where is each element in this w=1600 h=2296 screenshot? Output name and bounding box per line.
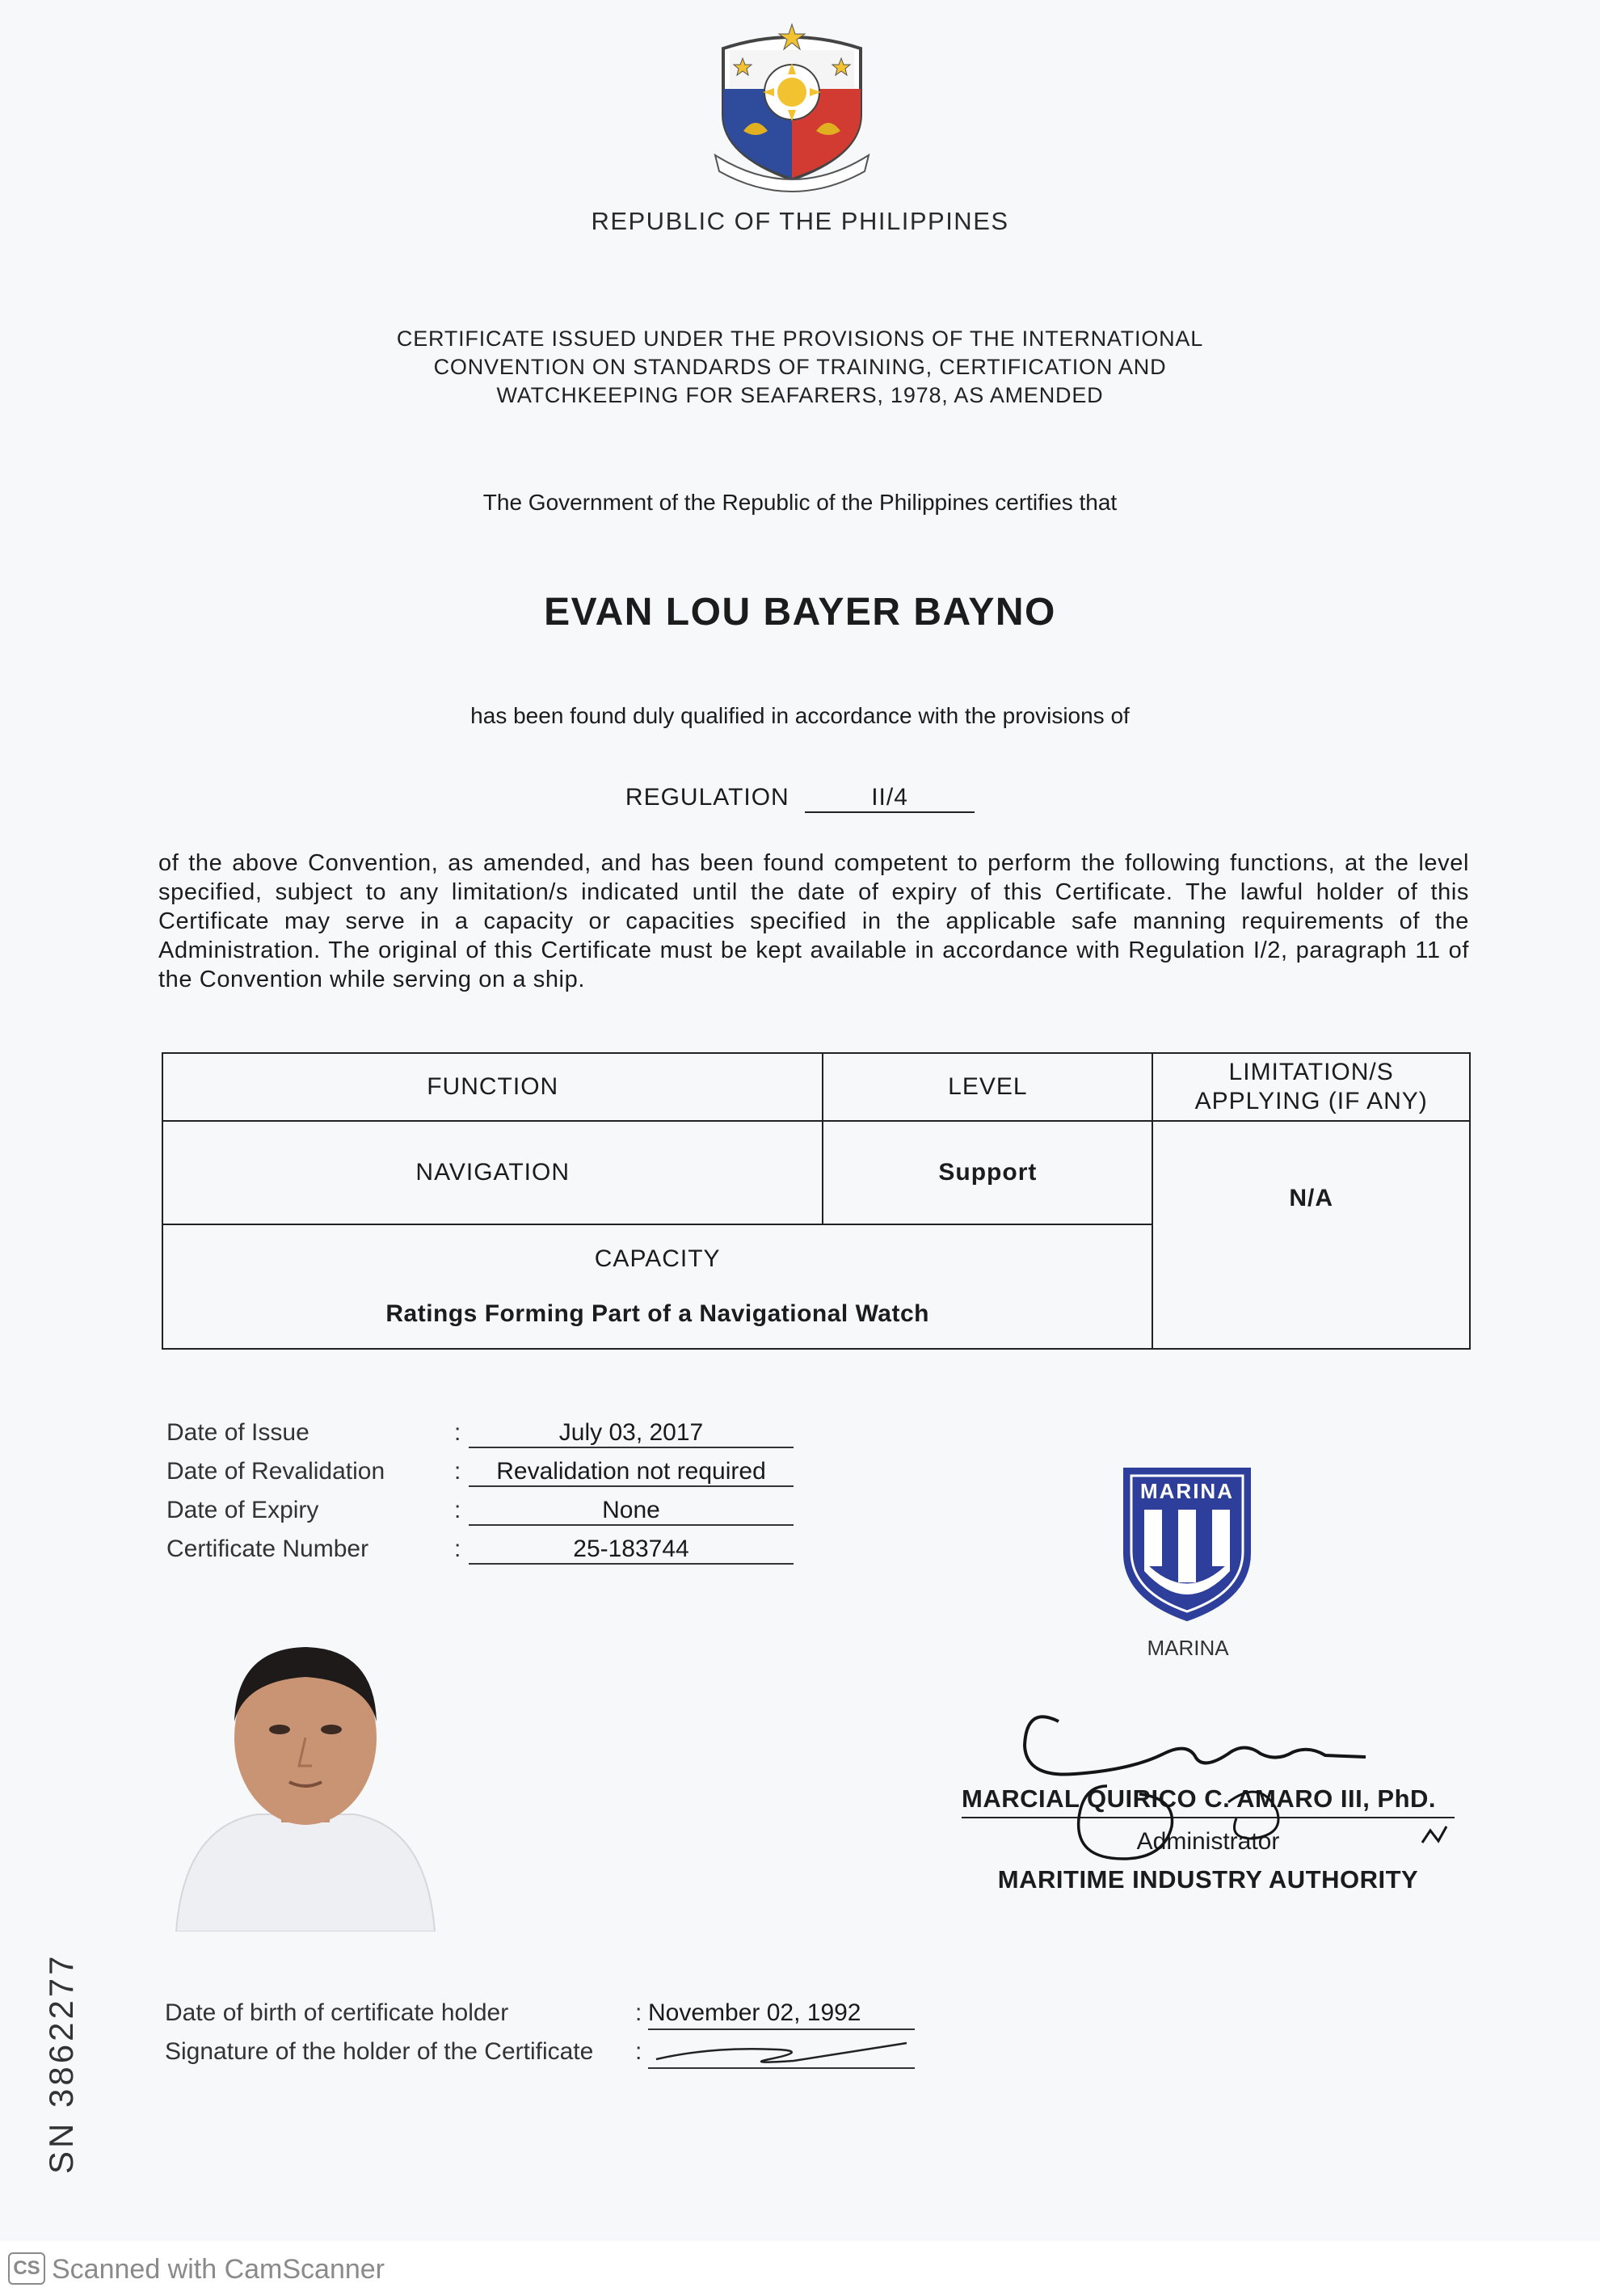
official-signature-block [962,1697,1471,1907]
date-value: Revalidation not required [469,1458,794,1487]
header-level: LEVEL [823,1053,1152,1121]
official-signature-icon [986,1697,1471,1875]
scanner-text: Scanned with CamScanner [52,2254,385,2285]
marina-shield-icon [1120,1464,1254,1623]
competence-paragraph: of the above Convention, as amended, and has been found competent to perform the following functions, at the level specified, subject to any limitation/s indicated until the date of expiry of this Certificate. The lawful holder of this Certificate may serve in a capacity or capacities specified in the applicable safe manning requirements of the Administration. The original of this Certificate must be kept available in accordance with Regulation I/2, paragraph 11 of the Convention while serving on a ship. [158,850,1469,992]
official-organization: MARITIME INDUSTRY AUTHORITY [997,1865,1419,1894]
colon: : [454,1497,461,1523]
colon: : [454,1458,461,1485]
camscanner-icon: CS [8,2252,45,2285]
header-limitation-line: LIMITATION/S [1228,1059,1394,1085]
function-table [162,1052,1471,1350]
cell-function: NAVIGATION [162,1121,823,1224]
marina-logo-text: MARINA [1140,1479,1234,1503]
date-value: 25-183744 [469,1536,794,1565]
holder-signature-icon [648,2038,915,2067]
holder-photo [160,1624,451,1932]
scanner-watermark [0,2241,1600,2296]
date-label: Date of Expiry [166,1497,319,1523]
colon: : [454,1419,461,1446]
philippine-seal [707,18,877,196]
dob-value: November 02, 1992 [648,1999,915,2030]
cell-capacity [162,1224,1152,1349]
holder-name: EVAN LOU BAYER BAYNO [544,591,1056,634]
cell-limitation: N/A [1152,1121,1470,1349]
date-label: Date of Revalidation [166,1458,385,1485]
person-photo-icon [160,1624,451,1932]
regulation-label: REGULATION [625,784,789,811]
holder-signature-line [648,2038,915,2069]
qualified-statement: has been found duly qualified in accordance with the provisions of [470,703,1130,728]
official-name: MARCIAL QUIRICO C. AMARO III, PhD. [962,1784,1455,1818]
date-value: None [469,1497,794,1526]
certificate-heading-line: CONVENTION ON STANDARDS OF TRAINING, CERTIFICATION AND [433,355,1167,379]
colon: : [635,1999,642,2026]
header-limitation-line: APPLYING (IF ANY) [1194,1088,1428,1114]
header-limitation [1152,1053,1470,1121]
certificate-heading-line: WATCHKEEPING FOR SEAFARERS, 1978, AS AMENDED [496,383,1104,407]
colon: : [454,1536,461,1562]
holder-signature-label: Signature of the holder of the Certificate [165,2038,594,2065]
certificate-heading-line: CERTIFICATE ISSUED UNDER THE PROVISIONS OF THE INTERNATIONAL [396,326,1204,351]
date-label: Certificate Number [166,1536,369,1562]
official-title: Administrator [1136,1828,1280,1855]
date-value: July 03, 2017 [469,1419,794,1448]
marina-logo [1120,1464,1254,1623]
regulation-value: II/4 [805,784,975,813]
date-label: Date of Issue [166,1419,309,1446]
header-function: FUNCTION [162,1053,823,1121]
certificate-heading [0,325,1600,410]
capacity-value: Ratings Forming Part of a Navigational Watch [385,1300,929,1327]
seal-icon [707,18,877,196]
dob-label: Date of birth of certificate holder [165,1999,509,2026]
country-title: REPUBLIC OF THE PHILIPPINES [591,207,1009,235]
cell-level: Support [823,1121,1152,1224]
marina-caption: MARINA [1147,1636,1229,1660]
regulation-line [0,784,1600,813]
colon: : [635,2038,642,2065]
capacity-label: CAPACITY [594,1245,721,1272]
certifies-statement: The Government of the Republic of the Philippines certifies that [482,490,1118,515]
serial-number: SN 3862277 [42,1953,80,2174]
